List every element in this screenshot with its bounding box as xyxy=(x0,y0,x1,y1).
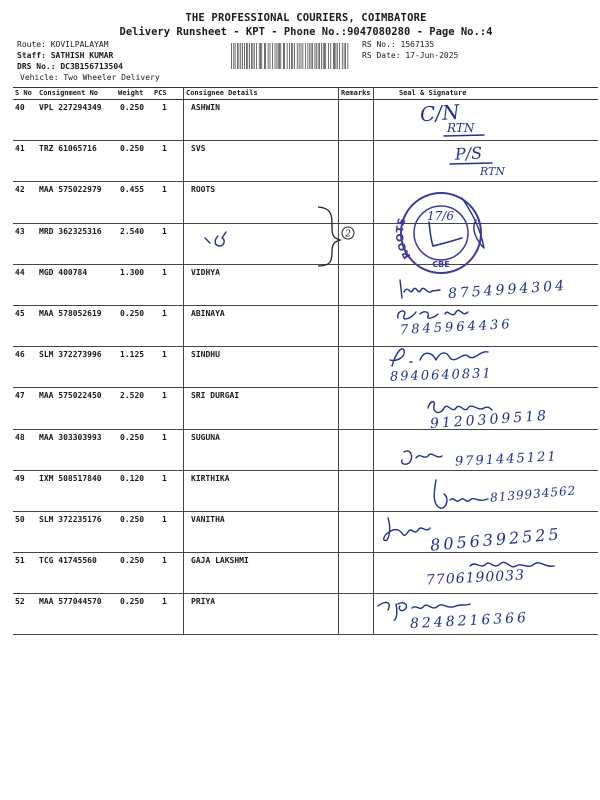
cell-weight: 2.520 xyxy=(120,391,145,401)
cell-weight: 1.125 xyxy=(120,350,145,360)
cell-consignment-no: MGD 400784 xyxy=(39,267,88,277)
barcode-bar xyxy=(339,43,340,69)
cell-pcs: 1 xyxy=(162,556,167,566)
cell-weight: 0.455 xyxy=(120,185,145,195)
barcode-bar xyxy=(342,43,343,69)
cell-remarks xyxy=(338,141,373,181)
cell-consignment-no: MRD 362325316 xyxy=(39,226,102,236)
cell-pcs: 1 xyxy=(162,597,167,607)
header-consignee-details: Consignee Details xyxy=(183,88,338,99)
cell-consignee-details: SVS xyxy=(183,141,338,181)
cell-consignment-no: SLM 372235176 xyxy=(39,514,102,524)
cell-consignee-details: SINDHU xyxy=(183,347,338,387)
table-header-row xyxy=(13,87,598,100)
cell-seal-signature xyxy=(373,182,598,222)
cell-remarks xyxy=(338,100,373,140)
barcode-bar xyxy=(268,43,269,69)
cell-weight: 0.250 xyxy=(120,144,145,154)
handwritten-phone-number: 8248216366 xyxy=(409,609,530,633)
cell-sno: 42 xyxy=(15,185,25,195)
cell-weight: 0.250 xyxy=(120,514,145,524)
barcode-bar xyxy=(241,43,242,69)
stamp-name: ROOTS xyxy=(394,216,414,261)
table-row xyxy=(13,182,598,223)
barcode-bar xyxy=(237,43,238,69)
cell-sno: 47 xyxy=(15,391,25,401)
cell-remarks xyxy=(338,430,373,470)
cell-pcs: 1 xyxy=(162,514,167,524)
cell-weight: 0.250 xyxy=(120,432,145,442)
barcode-bar xyxy=(262,43,263,69)
cell-remarks xyxy=(338,224,373,264)
cell-pcs: 1 xyxy=(162,350,167,360)
cell-pcs: 1 xyxy=(162,103,167,112)
barcode-bar xyxy=(303,43,304,69)
cell-consignment-no: IXM 508517840 xyxy=(39,473,102,483)
barcode-bar xyxy=(270,43,271,69)
barcode xyxy=(230,43,350,69)
barcode-bar xyxy=(308,43,309,69)
barcode-bar xyxy=(336,43,337,69)
barcode-bar xyxy=(260,43,261,69)
handwritten-phone-number: 8940640831 xyxy=(389,366,493,385)
route-label: Route: KOVILPALAYAM xyxy=(17,40,109,49)
cell-pcs: 1 xyxy=(162,226,167,236)
company-title: THE PROFESSIONAL COURIERS, COIMBATORE xyxy=(185,12,427,24)
stamp-city: CBE xyxy=(432,260,450,269)
barcode-bar xyxy=(326,43,327,69)
cell-weight: 1.300 xyxy=(120,267,145,277)
barcode-bar xyxy=(281,43,282,69)
drs-number: DRS No.: DC3B156713504 xyxy=(17,62,123,71)
barcode-bar xyxy=(301,43,302,69)
barcode-bar xyxy=(305,43,306,69)
barcode-bar xyxy=(310,43,311,69)
cell-weight: 0.250 xyxy=(120,556,145,566)
cell-weight: 0.250 xyxy=(120,103,145,112)
runsheet-table xyxy=(13,87,598,635)
remark-number: 2 xyxy=(345,229,351,240)
cell-consignee-details: ROOTS xyxy=(183,182,338,222)
cell-consignment-no: MAA 303303993 xyxy=(39,432,102,442)
handwritten-note: RTN xyxy=(480,165,506,178)
barcode-bar xyxy=(278,43,279,69)
barcode-bar xyxy=(259,43,260,69)
cell-consignee-details: ASHWIN xyxy=(183,100,338,140)
barcode-bar xyxy=(279,43,280,69)
cell-pcs: 1 xyxy=(162,144,167,154)
cell-weight: 2.540 xyxy=(120,226,145,236)
barcode-bar xyxy=(331,43,332,69)
cell-consignment-no: VPL 227294349 xyxy=(39,103,102,112)
barcode-bar xyxy=(316,43,317,69)
barcode-bar xyxy=(312,43,313,69)
cell-consignee-details: KIRTHIKA xyxy=(183,471,338,511)
cell-pcs: 1 xyxy=(162,267,167,277)
barcode-bar xyxy=(333,43,334,69)
cell-consignment-no: MAA 575022450 xyxy=(39,391,102,401)
cell-remarks xyxy=(338,388,373,428)
cell-consignment-no: TRZ 61065716 xyxy=(39,144,97,154)
cell-consignee-details: GAJA LAKSHMI xyxy=(183,553,338,593)
handwritten-phone-number: 8056392525 xyxy=(429,524,563,555)
barcode-bar xyxy=(231,43,232,69)
cell-remarks xyxy=(338,182,373,222)
cell-remarks xyxy=(338,512,373,552)
barcode-bar xyxy=(291,43,292,69)
cell-pcs: 1 xyxy=(162,432,167,442)
handwritten-phone-number: 8139934562 xyxy=(489,483,577,505)
cell-sno: 44 xyxy=(15,267,25,277)
cell-sno: 50 xyxy=(15,514,25,524)
barcode-bar xyxy=(318,43,319,69)
cell-sno: 41 xyxy=(15,144,25,154)
cell-consignee-details: SUGUNA xyxy=(183,430,338,470)
rs-number: RS No.: 1567135 xyxy=(362,40,435,49)
stamp-date: 17/6 xyxy=(427,209,454,223)
cell-pcs: 1 xyxy=(162,185,167,195)
handwritten-phone-number: 9120309518 xyxy=(429,407,550,433)
barcode-bar xyxy=(265,43,266,69)
cell-sno: 40 xyxy=(15,103,25,112)
table-row xyxy=(13,100,598,141)
barcode-bar xyxy=(277,43,278,69)
barcode-bar xyxy=(299,43,300,69)
cell-sno: 43 xyxy=(15,226,25,236)
header-pcs: PCS xyxy=(154,89,167,97)
handwritten-phone-number: 7706190033 xyxy=(425,567,526,589)
barcode-bar xyxy=(345,43,346,69)
barcode-bar xyxy=(272,43,273,69)
barcode-bar xyxy=(256,43,257,69)
cell-remarks xyxy=(338,594,373,634)
barcode-bar xyxy=(235,43,236,69)
table-row xyxy=(13,224,598,265)
barcode-bar xyxy=(244,43,245,69)
barcode-bar xyxy=(297,43,298,69)
cell-consignee-details: SRI DURGAI xyxy=(183,388,338,428)
barcode-bar xyxy=(315,43,316,69)
cell-sno: 45 xyxy=(15,308,25,318)
cell-consignee-details xyxy=(183,224,338,264)
barcode-bar xyxy=(324,43,325,69)
barcode-bar xyxy=(264,43,265,69)
cell-remarks xyxy=(338,306,373,346)
barcode-bar xyxy=(249,43,250,69)
cell-weight: 0.250 xyxy=(120,597,145,607)
cell-consignment-no: TCG 41745560 xyxy=(39,556,97,566)
cell-sno: 51 xyxy=(15,556,25,566)
cell-consignee-details: VANITHA xyxy=(183,512,338,552)
barcode-bar xyxy=(287,43,288,69)
header-remarks: Remarks xyxy=(338,88,373,99)
barcode-bar xyxy=(251,43,252,69)
vehicle-label: Vehicle: Two Wheeler Delivery xyxy=(20,73,160,82)
cell-remarks xyxy=(338,347,373,387)
header-weight: Weight xyxy=(118,89,144,97)
barcode-bar xyxy=(242,43,243,69)
handwritten-note: C/N xyxy=(419,99,461,127)
runsheet-subtitle: Delivery Runsheet - KPT - Phone No.:9047080280 - Page No.:4 xyxy=(119,26,493,38)
barcode-bar xyxy=(337,43,338,69)
barcode-bar xyxy=(293,43,294,69)
cell-pcs: 1 xyxy=(162,308,167,318)
rs-date: RS Date: 17-Jun-2025 xyxy=(362,51,459,60)
cell-remarks xyxy=(338,265,373,305)
barcode-bar xyxy=(253,43,254,69)
cell-consignment-no: MAA 575022979 xyxy=(39,185,102,195)
barcode-bar xyxy=(234,43,235,69)
barcode-bar xyxy=(321,43,322,69)
cell-pcs: 1 xyxy=(162,473,167,483)
cell-sno: 46 xyxy=(15,350,25,360)
table-row xyxy=(13,141,598,182)
cell-weight: 0.250 xyxy=(120,308,145,318)
barcode-bar xyxy=(319,43,320,69)
barcode-bar xyxy=(254,43,255,69)
handwritten-phone-number: 7845964436 xyxy=(399,317,514,338)
barcode-bar xyxy=(344,43,345,69)
cell-seal-signature xyxy=(373,224,598,264)
table-body xyxy=(13,100,598,635)
cell-sno: 52 xyxy=(15,597,25,607)
barcode-bar xyxy=(328,43,329,69)
cell-pcs: 1 xyxy=(162,391,167,401)
header-consignment-no: Consignment No xyxy=(39,89,99,97)
handwritten-phone-number: 9791445121 xyxy=(454,449,559,470)
header-seal-signature: Seal & Signature xyxy=(373,88,598,99)
barcode-bar xyxy=(334,43,335,69)
barcode-bar xyxy=(284,43,285,69)
cell-weight: 0.120 xyxy=(120,473,145,483)
barcode-bar xyxy=(311,43,312,69)
handwritten-phone-number: 8754994304 xyxy=(447,277,568,303)
barcode-bar xyxy=(283,43,284,69)
barcode-bar xyxy=(275,43,276,69)
barcode-bar xyxy=(289,43,290,69)
cell-sno: 48 xyxy=(15,432,25,442)
barcode-bar xyxy=(248,43,249,69)
barcode-bar xyxy=(323,43,324,69)
cell-remarks xyxy=(338,553,373,593)
barcode-bar xyxy=(239,43,240,69)
cell-consignee-details: ABINAYA xyxy=(183,306,338,346)
cell-consignee-details: VIDHYA xyxy=(183,265,338,305)
cell-consignment-no: SLM 372273996 xyxy=(39,350,102,360)
table-row xyxy=(13,347,598,388)
barcode-bar xyxy=(348,43,349,69)
cell-seal-signature xyxy=(373,100,598,140)
cell-consignee-details: PRIYA xyxy=(183,594,338,634)
handwritten-note: P/S xyxy=(454,143,483,164)
cell-remarks xyxy=(338,471,373,511)
staff-label: Staff: SATHISH KUMAR xyxy=(17,51,114,60)
barcode-bar xyxy=(246,43,247,69)
cell-consignment-no: MAA 578052619 xyxy=(39,308,102,318)
cell-consignment-no: MAA 577044570 xyxy=(39,597,102,607)
handwritten-note: RTN xyxy=(447,121,475,135)
barcode-bar xyxy=(294,43,295,69)
cell-sno: 49 xyxy=(15,473,25,483)
header-sno: S No xyxy=(15,89,32,97)
